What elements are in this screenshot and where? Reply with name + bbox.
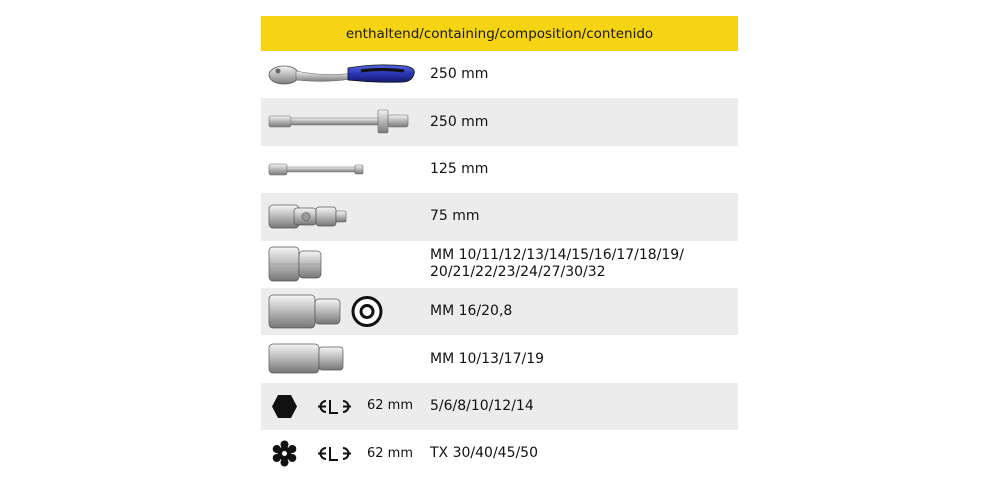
header-title: enthaltend/containing/composition/contenido [345, 25, 654, 42]
universal-joint-icon [266, 193, 421, 240]
table-row [261, 430, 738, 477]
t-handle-bar-icon [266, 98, 421, 145]
spark-plug-socket-icon [266, 288, 421, 335]
bit-length: 62 mm [367, 446, 414, 462]
ratchet-icon [266, 51, 421, 98]
row-text: 125 mm [430, 160, 489, 177]
extension-bar-icon [266, 146, 421, 193]
row-text: 5/6/8/10/12/14 [430, 397, 534, 414]
contents-table [261, 16, 738, 478]
table-header [261, 16, 738, 51]
hex-bit-socket-icon [266, 383, 421, 430]
row-text: 75 mm [430, 208, 480, 225]
row-text: 250 mm [430, 66, 489, 83]
table-row [261, 383, 738, 430]
table-row [261, 193, 738, 240]
deep-socket-icon [266, 335, 421, 382]
hex-socket-icon [266, 241, 421, 288]
table-row [261, 288, 738, 335]
bit-length-icon [318, 400, 351, 413]
row-text: 250 mm [430, 113, 489, 130]
table-row [261, 98, 738, 145]
bit-length-icon [318, 447, 351, 460]
row-text: MM 10/13/17/19 [430, 350, 545, 367]
table-row [261, 241, 738, 288]
bit-length: 62 mm [367, 397, 414, 413]
table-row [261, 146, 738, 193]
row-text: MM 10/11/12/13/14/15/16/17/18/19/ 20/21/22/23/24/27/30/32 [430, 247, 684, 281]
table-row [261, 335, 738, 382]
row-text: TX 30/40/45/50 [430, 445, 539, 462]
row-text: MM 16/20,8 [430, 303, 513, 320]
torx-bit-socket-icon [266, 430, 421, 477]
table-row [261, 51, 738, 98]
